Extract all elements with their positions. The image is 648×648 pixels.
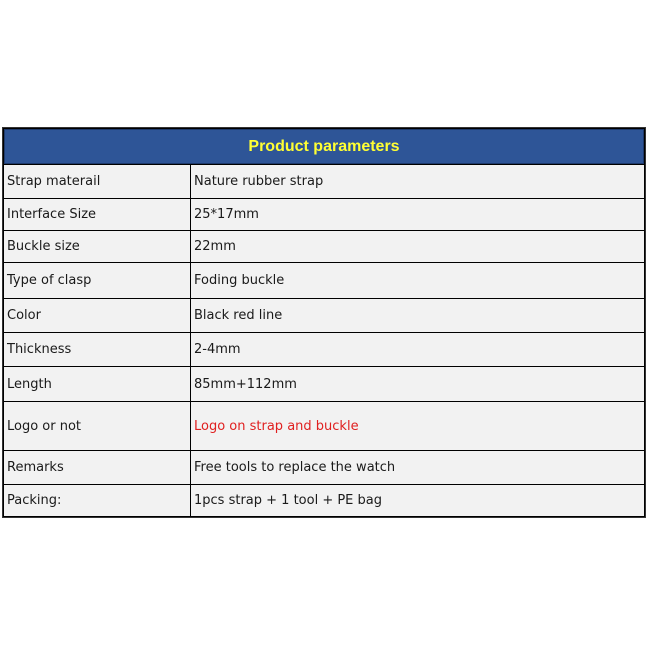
row-label: Type of clasp (4, 263, 190, 298)
row-value: Nature rubber strap (191, 165, 644, 198)
row-value: Black red line (191, 299, 644, 332)
row-label: Logo or not (4, 402, 190, 450)
row-value: 2-4mm (191, 333, 644, 366)
row-label: Thickness (4, 333, 190, 366)
row-label: Color (4, 299, 190, 332)
row-value: 25*17mm (191, 199, 644, 230)
row-value-highlight: Logo on strap and buckle (191, 402, 644, 450)
row-value: 1pcs strap + 1 tool + PE bag (191, 485, 644, 516)
row-value: 22mm (191, 231, 644, 262)
row-label: Buckle size (4, 231, 190, 262)
table-row (4, 165, 644, 198)
table-row (4, 263, 644, 298)
table-row (4, 367, 644, 401)
table-row (4, 485, 644, 516)
row-label: Interface Size (4, 199, 190, 230)
row-value: 85mm+112mm (191, 367, 644, 401)
table-row (4, 231, 644, 262)
table-header (4, 129, 644, 164)
row-value: Free tools to replace the watch (191, 451, 644, 484)
row-value: Foding buckle (191, 263, 644, 298)
table-row (4, 199, 644, 230)
row-label: Remarks (4, 451, 190, 484)
row-label: Strap materail (4, 165, 190, 198)
table-row (4, 402, 644, 450)
table-title: Product parameters (248, 137, 400, 155)
row-label: Packing: (4, 485, 190, 516)
table-row (4, 299, 644, 332)
table-row (4, 451, 644, 484)
product-parameters-table (2, 127, 646, 518)
table-row (4, 333, 644, 366)
row-label: Length (4, 367, 190, 401)
